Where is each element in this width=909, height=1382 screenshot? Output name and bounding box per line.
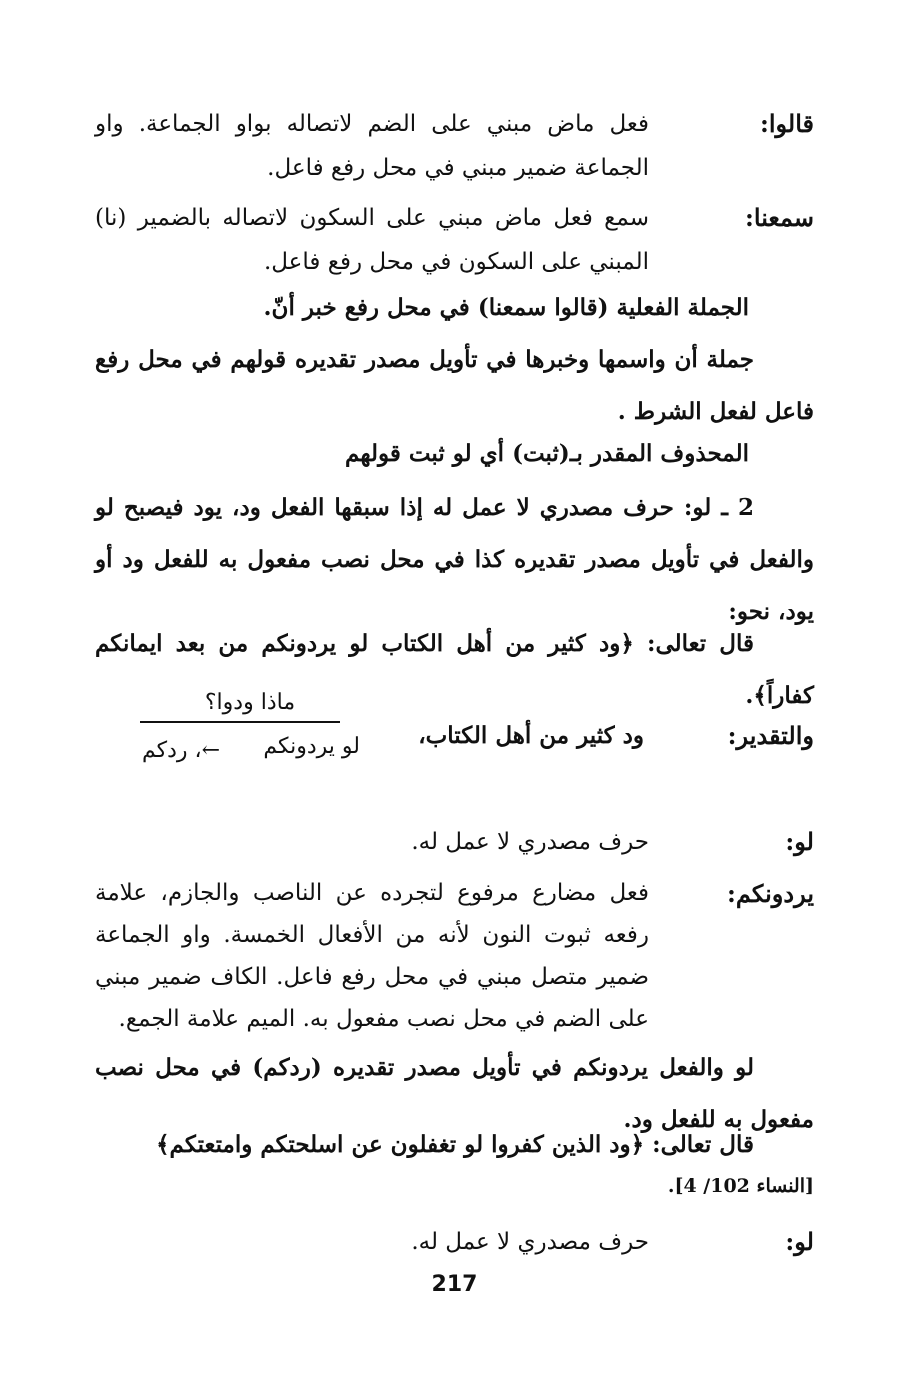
page-number: 217: [431, 1272, 478, 1297]
taqdir-term: والتقدير:: [727, 721, 814, 750]
fraction-bar: [140, 721, 340, 723]
entry-samina: [95, 196, 814, 286]
taqdir-arrow-result: ←، ردكم: [142, 738, 221, 763]
paragraph-omitted: المحذوف المقدر بـ(ثبت) أي لو ثبت قولهم: [345, 440, 749, 467]
entry-term: سمعنا:: [745, 203, 814, 232]
paragraph-law-masdariyya: 2 ـ لو: حرف مصدري لا عمل له إذا سبقها الفعل ود، يود فيصبح لو والفعل في تأويل مصدر تقديره كذا في محل نصب مفعول به للفعل ود أو يود، نحو:: [95, 494, 814, 625]
quote-verse-2: [95, 1122, 814, 1168]
fraction-denominator: لو يردونكم: [263, 734, 360, 759]
entry-lau: [95, 820, 814, 870]
entry-term: يردونكم:: [727, 879, 814, 908]
entry-term: قالوا:: [759, 109, 814, 138]
entry-yaruddunakum: [95, 872, 814, 1042]
entry-definition: فعل ماض مبني على الضم لاتصاله بواو الجماعة. واو الجماعة ضمير مبني في محل رفع فاعل.: [95, 111, 649, 181]
paragraph-verbal-sentence: الجملة الفعلية (قالوا سمعنا) في محل رفع خبر أنّ.: [263, 294, 749, 321]
entry-term: لو:: [785, 1227, 814, 1256]
entry-definition: حرف مصدري لا عمل له.: [411, 829, 649, 855]
fraction-numerator: ماذا ودوا؟: [204, 690, 296, 715]
paragraph-anna-clause: جملة أن واسمها وخبرها في تأويل مصدر تقديره قولهم في محل رفع فاعل لفعل الشرط .: [95, 346, 814, 425]
quote-citation: [النساء 102/ 4].: [667, 1175, 814, 1197]
entry-qalu: [95, 102, 814, 192]
entry-lau-last: [95, 1220, 814, 1270]
entry-definition: حرف مصدري لا عمل له.: [411, 1229, 649, 1255]
entry-term: لو:: [785, 827, 814, 856]
entry-definition: فعل مضارع مرفوع لتجرده عن الناصب والجازم، علامة رفعه ثبوت النون لأنه من الأفعال الخمسة. واو الجماعة ضمير متصل مبني في محل رفع فاعل. الكاف ضمير مبني على الضم في محل نصب مفعول به. الميم علامة الجمع.: [95, 880, 649, 1032]
quote-verse-1: قال تعالى: ﴿ود كثير من أهل الكتاب لو يردونكم من بعد ايمانكم كفاراً﴾.: [95, 630, 814, 709]
entry-definition: سمع فعل ماض مبني على السكون لاتصاله بالضمير (نا) المبني على السكون في محل رفع فاعل.: [95, 205, 649, 275]
paragraph-masdar-raddukum: لو والفعل يردونكم في تأويل مصدر تقديره (ردكم) في محل نصب مفعول به للفعل ود.: [95, 1054, 814, 1133]
taqdir-text: ود كثير من أهل الكتاب،: [418, 722, 644, 749]
quote-verse-text: قال تعالى: ﴿ود الذين كفروا لو تغفلون عن اسلحتكم وامتعتكم﴾: [156, 1131, 754, 1158]
